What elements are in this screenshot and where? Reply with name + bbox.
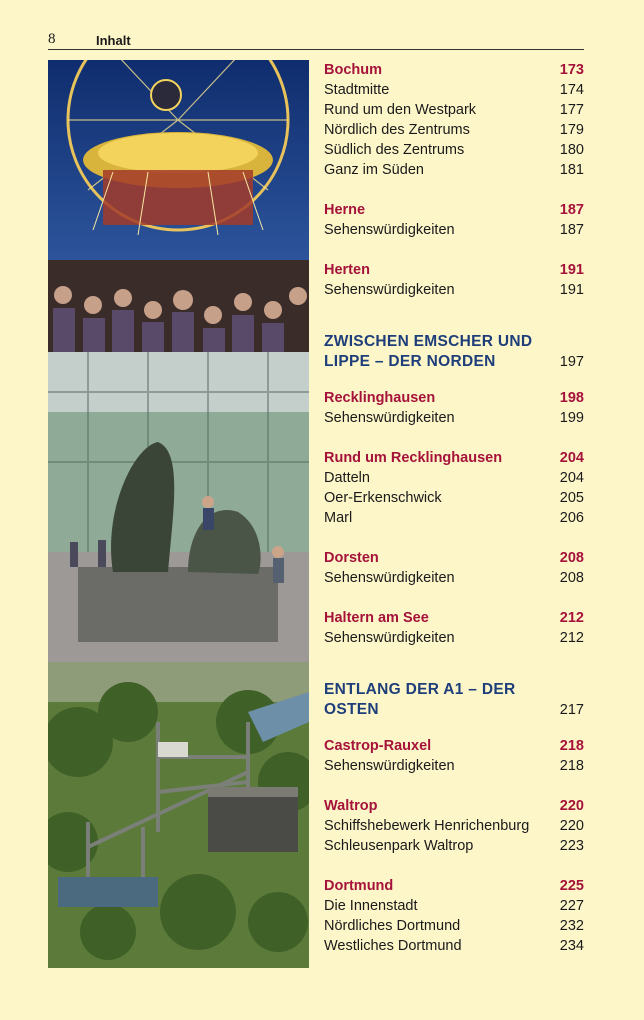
toc-entry[interactable]: [324, 140, 584, 160]
toc-page-number: 173: [559, 62, 584, 78]
toc-page-number: 212: [559, 630, 584, 646]
toc-entry-label: Schiffshebewerk Henrichenburg: [324, 818, 530, 834]
toc-region-herne[interactable]: [324, 200, 584, 220]
toc-chapter-north[interactable]: [324, 332, 584, 372]
photo-sculpture-glass-building: [48, 352, 309, 662]
toc-entry-label: Schleusenpark Waltrop: [324, 838, 474, 854]
toc-page-number: 212: [559, 610, 584, 626]
toc-entry-label: Die Innenstadt: [324, 898, 418, 914]
toc-region-title: Herne: [324, 202, 366, 218]
toc-page-number: 217: [559, 702, 584, 718]
table-of-contents: [324, 60, 584, 956]
toc-entry-label: Ganz im Süden: [324, 162, 424, 178]
toc-page-number: 191: [559, 262, 584, 278]
toc-entry-label: Südlich des Zentrums: [324, 142, 465, 158]
toc-entry[interactable]: [324, 916, 584, 936]
toc-entry[interactable]: [324, 468, 584, 488]
toc-page-number: 220: [559, 798, 584, 814]
toc-page-number: 220: [559, 818, 584, 834]
toc-chapter-east[interactable]: [324, 680, 584, 720]
toc-chapter-title-line1: ENTLANG DER A1 – DER: [324, 681, 516, 698]
toc-page-number: 181: [559, 162, 584, 178]
photo-column: [48, 60, 309, 968]
toc-page-number: 227: [559, 898, 584, 914]
toc-page-number: 205: [559, 490, 584, 506]
toc-entry-label: Marl: [324, 510, 353, 526]
toc-entry[interactable]: [324, 408, 584, 428]
toc-page-number: 208: [559, 550, 584, 566]
toc-page-number: 232: [559, 918, 584, 934]
page-number: 8: [48, 31, 56, 47]
toc-region-title: Dorsten: [324, 550, 379, 566]
toc-page-number: 225: [559, 878, 584, 894]
toc-entry[interactable]: [324, 120, 584, 140]
toc-page-number: 180: [559, 142, 584, 158]
toc-page-number: 208: [559, 570, 584, 586]
toc-page-number: 204: [559, 450, 584, 466]
toc-entry[interactable]: [324, 896, 584, 916]
toc-entry[interactable]: [324, 568, 584, 588]
toc-region-bochum[interactable]: [324, 60, 584, 80]
toc-page-number: 187: [559, 222, 584, 238]
toc-region-title: Bochum: [324, 62, 382, 78]
toc-entry-label: Sehenswürdigkeiten: [324, 630, 455, 646]
toc-region-title: Castrop-Rauxel: [324, 738, 432, 754]
toc-page-number: 179: [559, 122, 584, 138]
toc-entry[interactable]: [324, 80, 584, 100]
toc-region-dorsten[interactable]: [324, 548, 584, 568]
toc-region-dortmund[interactable]: [324, 876, 584, 896]
toc-page-number: 204: [559, 470, 584, 486]
toc-entry-label: Nördlich des Zentrums: [324, 122, 470, 138]
toc-page-number: 218: [559, 758, 584, 774]
toc-entry-label: Rund um den Westpark: [324, 102, 477, 118]
toc-region-haltern-am-see[interactable]: [324, 608, 584, 628]
toc-entry[interactable]: [324, 508, 584, 528]
photo-ship-lift-aerial: [48, 662, 309, 968]
toc-chapter-title-line2: LIPPE – DER NORDEN: [324, 353, 496, 370]
toc-entry-label: Sehenswürdigkeiten: [324, 758, 455, 774]
toc-entry-label: Nördliches Dortmund: [324, 918, 461, 934]
toc-page-number: 174: [559, 82, 584, 98]
toc-entry[interactable]: [324, 816, 584, 836]
toc-entry-label: Westliches Dortmund: [324, 938, 462, 954]
toc-entry-label: Oer-Erkenschwick: [324, 490, 442, 506]
toc-entry[interactable]: [324, 100, 584, 120]
header-rule: [48, 49, 584, 50]
toc-entry[interactable]: [324, 488, 584, 508]
toc-entry-label: Stadtmitte: [324, 82, 390, 98]
toc-region-title: Herten: [324, 262, 370, 278]
toc-entry-label: Sehenswürdigkeiten: [324, 570, 455, 586]
toc-entry[interactable]: [324, 220, 584, 240]
running-title: Inhalt: [96, 33, 131, 48]
toc-region-waltrop[interactable]: [324, 796, 584, 816]
toc-entry[interactable]: [324, 628, 584, 648]
toc-region-herten[interactable]: [324, 260, 584, 280]
toc-region-recklinghausen[interactable]: [324, 388, 584, 408]
toc-entry-label: Sehenswürdigkeiten: [324, 222, 455, 238]
toc-page-number: 206: [559, 510, 584, 526]
toc-entry[interactable]: [324, 280, 584, 300]
toc-entry[interactable]: [324, 836, 584, 856]
toc-page-number: 223: [559, 838, 584, 854]
toc-region-title: Recklinghausen: [324, 390, 436, 406]
toc-page-number: 177: [559, 102, 584, 118]
toc-page-number: 191: [559, 282, 584, 298]
toc-entry[interactable]: [324, 936, 584, 956]
photo-ferris-wheel-fair: [48, 60, 309, 352]
toc-page-number: 218: [559, 738, 584, 754]
toc-region-title: Dortmund: [324, 878, 394, 894]
toc-entry-label: Sehenswürdigkeiten: [324, 282, 455, 298]
toc-entry-label: Datteln: [324, 470, 370, 486]
toc-chapter-title-line2: OSTEN: [324, 701, 379, 718]
toc-region-castrop-rauxel[interactable]: [324, 736, 584, 756]
toc-page-number: 199: [559, 410, 584, 426]
toc-entry-label: Sehenswürdigkeiten: [324, 410, 455, 426]
toc-entry[interactable]: [324, 756, 584, 776]
toc-region-title: Haltern am See: [324, 610, 429, 626]
toc-page-number: 197: [559, 354, 584, 370]
toc-page-number: 198: [559, 390, 584, 406]
toc-region-title: Rund um Recklinghausen: [324, 450, 503, 466]
toc-chapter-title-line1: ZWISCHEN EMSCHER UND: [324, 333, 533, 350]
toc-region-rund-um-recklinghausen[interactable]: [324, 448, 584, 468]
toc-page-number: 187: [559, 202, 584, 218]
toc-region-title: Waltrop: [324, 798, 378, 814]
toc-entry[interactable]: [324, 160, 584, 180]
toc-page-number: 234: [559, 938, 584, 954]
